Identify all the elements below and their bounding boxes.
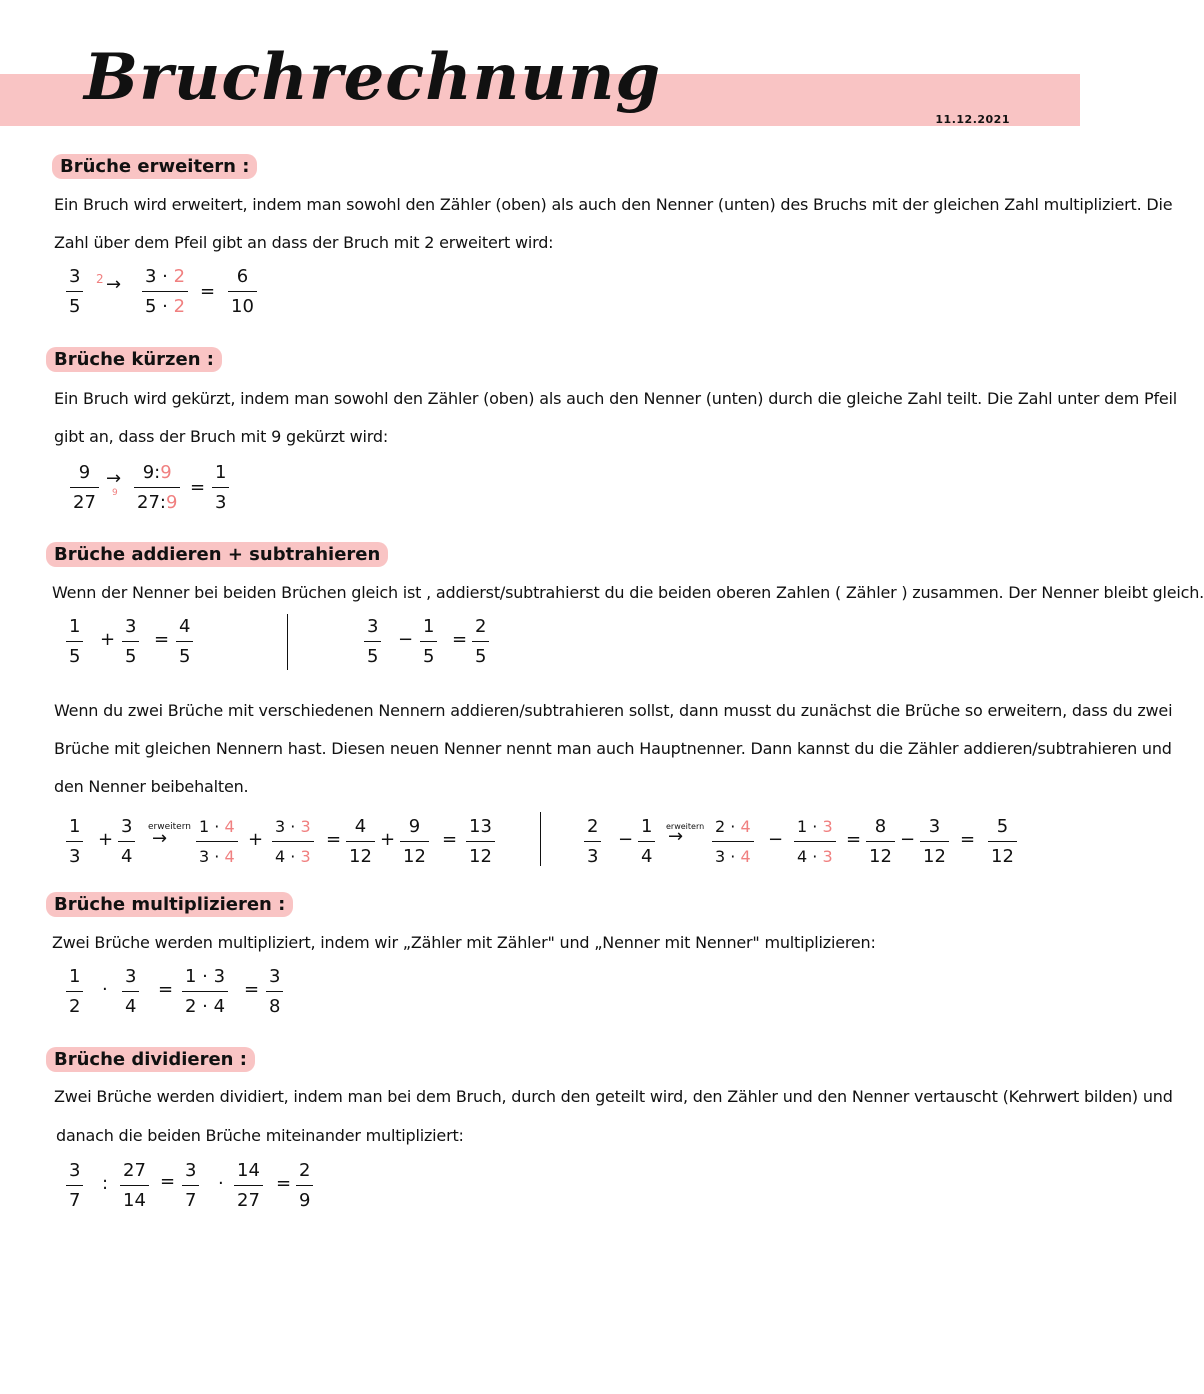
erweitern-example: [60, 266, 280, 317]
numerator: 1: [69, 616, 81, 637]
numerator: 1: [423, 616, 435, 637]
numerator: 3: [69, 266, 81, 287]
fraction: 2 9: [296, 1160, 313, 1212]
erweitern-text-1: Ein Bruch wird erweitert, indem man sowohl den Zähler (oben) als auch den Nenner (unten) des Bruchs mit der gleichen Zahl multipliziert. Die: [54, 195, 1173, 214]
equals-sign: =: [960, 829, 976, 850]
fraction: 1 · 4 3 · 4: [196, 816, 238, 868]
fraction: 2 3: [584, 816, 601, 868]
equals-sign: =: [154, 629, 170, 650]
multiply-sign: ·: [218, 1173, 224, 1194]
equals-sign: =: [846, 829, 862, 850]
equals-sign: =: [326, 829, 342, 850]
plus-sign: +: [98, 829, 114, 850]
sub-example-1: [360, 616, 520, 667]
equals-sign: =: [452, 629, 468, 650]
fraction: [122, 616, 139, 668]
separator: [287, 614, 288, 670]
fraction: 14 27: [234, 1160, 263, 1212]
factor-label: 9: [112, 488, 118, 498]
numerator: 9:9: [142, 462, 172, 483]
numerator: 9: [78, 462, 91, 483]
fraction: 2 · 4 3 · 4: [712, 816, 754, 868]
heading-dividieren: Brüche dividieren :: [46, 1047, 255, 1072]
fraction: 1 · 3 2 · 4: [182, 966, 228, 1018]
dividieren-text-1: Zwei Brüche werden dividiert, indem man bei dem Bruch, durch den geteilt wird, den Zähler und den Nenner vertauscht (Kehrwert bilden) und: [54, 1087, 1173, 1106]
heading-kuerzen: Brüche kürzen :: [46, 347, 222, 372]
denominator: 5: [367, 646, 379, 667]
fraction: [176, 616, 193, 668]
arrow-icon: →: [152, 828, 168, 849]
plus-sign: +: [248, 829, 264, 850]
numerator: 3 · 2: [145, 266, 186, 287]
fraction: 8 12: [866, 816, 895, 868]
divide-sign: :: [102, 1173, 109, 1194]
equals-sign: =: [200, 281, 216, 302]
arrow-icon: →: [668, 826, 684, 847]
date: 11.12.2021: [935, 113, 1010, 126]
kuerzen-text-2: gibt an, dass der Bruch mit 9 gekürzt wird:: [54, 427, 389, 446]
numerator: 3: [367, 616, 379, 637]
fraction: 3 4: [122, 966, 139, 1018]
fraction: [420, 616, 437, 668]
heading-addieren: Brüche addieren + subtrahieren: [46, 542, 388, 567]
minus-sign: −: [768, 829, 784, 850]
dividieren-text-2: danach die beiden Brüche miteinander multipliziert:: [56, 1126, 464, 1145]
addieren-text-2: Wenn du zwei Brüche mit verschiedenen Nennern addieren/subtrahieren sollst, dann musst du zunächst die Brüche so erweitern, dass du zwei: [54, 701, 1173, 720]
fraction: 5 12: [988, 816, 1017, 868]
minus-sign: −: [900, 829, 916, 850]
heading-multiplizieren: Brüche multiplizieren :: [46, 892, 293, 917]
page-title: Bruchrechnung: [84, 40, 662, 115]
minus-sign: −: [398, 629, 414, 650]
denominator: 5: [69, 646, 81, 667]
fraction: 3 · 3 4 · 3: [272, 816, 314, 868]
plus-sign: +: [100, 629, 116, 650]
erweitern-label: erweitern: [666, 822, 705, 831]
erweitern-label: erweitern: [148, 822, 191, 832]
numerator: 3: [125, 616, 137, 637]
equals-sign: =: [244, 979, 260, 1000]
fraction: 1 4: [638, 816, 655, 868]
equals-sign: =: [158, 979, 174, 1000]
add-example-2: [60, 816, 530, 867]
denominator: 10: [231, 296, 254, 317]
multiply-sign: ·: [102, 979, 108, 1000]
numerator: 6: [236, 266, 249, 287]
arrow-icon: →: [106, 274, 122, 295]
fraction: 3 4: [118, 816, 135, 868]
multiplizieren-text-1: Zwei Brüche werden multipliziert, indem wir „Zähler mit Zähler" und „Nenner mit Nenner" multiplizieren:: [52, 933, 876, 952]
sub-example-2: [580, 816, 1020, 867]
kuerzen-text-1: Ein Bruch wird gekürzt, indem man sowohl den Zähler (oben) als auch den Nenner (unten) durch die gleiche Zahl teilt. Die Zahl unter dem Pfeil: [54, 389, 1178, 408]
fraction: 1 2: [66, 966, 83, 1018]
fraction: 3 12: [920, 816, 949, 868]
fraction: 27 14: [120, 1160, 149, 1212]
equals-sign: =: [442, 829, 458, 850]
fraction: [66, 616, 83, 668]
fraction: [212, 462, 229, 514]
add-example-1: [60, 616, 220, 667]
denominator: 27:9: [137, 492, 178, 513]
fraction: [228, 266, 257, 318]
fraction: [70, 462, 99, 514]
fraction: 3 7: [66, 1160, 83, 1212]
fraction: 13 12: [466, 816, 495, 868]
denominator: 27: [73, 492, 96, 513]
plus-sign: +: [380, 829, 396, 850]
denominator: 5: [69, 296, 81, 317]
denominator: 5: [475, 646, 487, 667]
denominator: 3: [215, 492, 227, 513]
denominator: 5: [423, 646, 435, 667]
fraction: 3 8: [266, 966, 283, 1018]
numerator: 1: [215, 462, 227, 483]
fraction: 1 3: [66, 816, 83, 868]
denominator: 5 · 2: [145, 296, 186, 317]
fraction: 9 12: [400, 816, 429, 868]
separator: [540, 812, 541, 866]
addieren-text-1: Wenn der Nenner bei beiden Brüchen gleich ist , addierst/subtrahierst du die beiden oberen Zahlen ( Zähler ) zusammen. Der Nenner bleibt gleich.: [52, 583, 1204, 602]
fraction: [364, 616, 381, 668]
fraction: 3 7: [182, 1160, 199, 1212]
denominator: 5: [125, 646, 137, 667]
kuerzen-example: [66, 462, 286, 513]
minus-sign: −: [618, 829, 634, 850]
fraction: [472, 616, 489, 668]
equals-sign: =: [190, 477, 206, 498]
addieren-text-4: den Nenner beibehalten.: [54, 777, 249, 796]
arrow-icon: →: [106, 468, 122, 489]
numerator: 4: [179, 616, 191, 637]
divide-example: [64, 1160, 344, 1211]
fraction: 4 12: [346, 816, 375, 868]
addieren-text-3: Brüche mit gleichen Nennern hast. Diesen neuen Nenner nennt man auch Hauptnenner. Dann kannst du die Zähler addieren/subtrahieren und: [54, 739, 1172, 758]
fraction: [142, 266, 188, 318]
fraction: 1 · 3 4 · 3: [794, 816, 836, 868]
numerator: 2: [475, 616, 487, 637]
erweitern-text-2: Zahl über dem Pfeil gibt an dass der Bruch mit 2 erweitert wird:: [54, 233, 554, 252]
fraction: [66, 266, 83, 318]
equals-sign: =: [160, 1171, 176, 1192]
heading-erweitern: Brüche erweitern :: [52, 154, 257, 179]
denominator: 5: [179, 646, 191, 667]
fraction: [134, 462, 180, 514]
equals-sign: =: [276, 1173, 292, 1194]
multiply-example: [60, 966, 320, 1017]
factor-label: 2: [96, 272, 104, 286]
